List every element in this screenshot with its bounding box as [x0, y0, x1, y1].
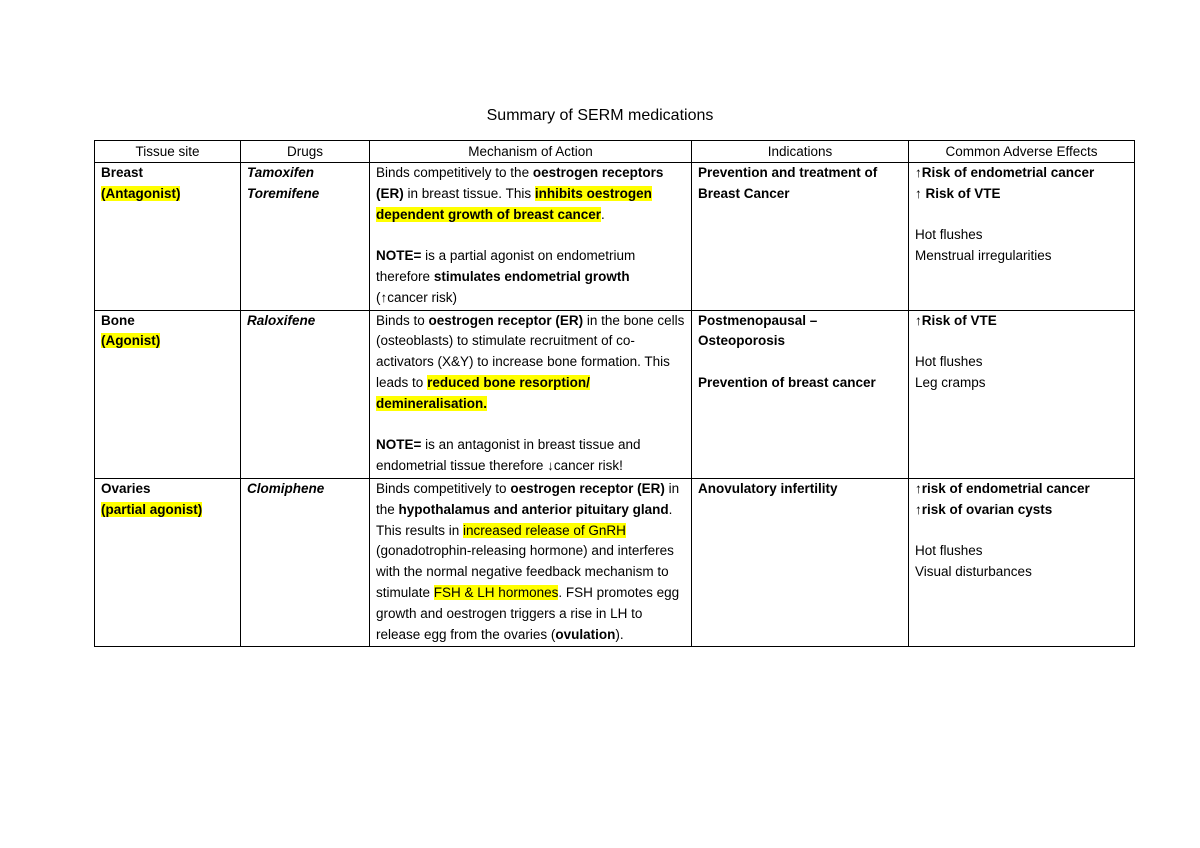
column-header-tissue-site: Tissue site: [95, 141, 241, 163]
adverse-effect-item: Hot flushes: [915, 227, 983, 243]
column-header-mechanism: Mechanism of Action: [370, 141, 692, 163]
adverse-effect-item: Leg cramps: [915, 374, 986, 390]
indication-item: Postmenopausal – Osteoporosis: [698, 312, 818, 349]
table-header-row: [95, 141, 1135, 163]
adverse-effect-item: ↑ Risk of VTE: [915, 185, 1001, 201]
tissue-site-name: Bone: [101, 312, 135, 328]
table-row-ovaries: [95, 478, 1135, 646]
drug-name: Toremifene: [247, 185, 320, 201]
serm-summary-table: [94, 140, 1135, 647]
mechanism-note: NOTE= is a partial agonist on endometrium therefore stimulates endometrial growth (↑cancer risk): [376, 248, 636, 305]
drugs-cell: [241, 310, 370, 478]
tissue-role-badge: (partial agonist): [101, 501, 203, 517]
adverse-effect-item: ↑risk of endometrial cancer: [915, 480, 1090, 496]
indication-item: Prevention of breast cancer: [698, 374, 876, 390]
column-header-indications: Indications: [692, 141, 909, 163]
adverse-effect-item: Hot flushes: [915, 354, 983, 370]
adverse-effects-cell: [909, 163, 1135, 311]
tissue-site-name: Ovaries: [101, 480, 151, 496]
mechanism-paragraph: Binds to oestrogen receptor (ER) in the bone cells (osteoblasts) to stimulate recruitment of co-activators (X&Y) to increase bone formation. This leads to reduced bone resorption/ demineralisation.: [376, 312, 685, 411]
drugs-cell: [241, 478, 370, 646]
mechanism-note: NOTE= is an antagonist in breast tissue and endometrial tissue therefore ↓cancer risk!: [376, 437, 641, 474]
adverse-effects-cell: [909, 478, 1135, 646]
adverse-effect-item: ↑risk of ovarian cysts: [915, 501, 1053, 517]
mechanism-highlight: FSH & LH hormones: [433, 584, 559, 600]
adverse-effects-cell: [909, 310, 1135, 478]
tissue-site-cell: [95, 310, 241, 478]
mechanism-cell: [370, 163, 692, 311]
drug-name: Tamoxifen: [247, 165, 315, 180]
tissue-site-cell: [95, 478, 241, 646]
drug-name: Clomiphene: [247, 480, 325, 496]
adverse-effect-item: Hot flushes: [915, 543, 983, 559]
table-row-breast: [95, 163, 1135, 311]
tissue-role-badge: (Agonist): [101, 333, 161, 349]
mechanism-cell: [370, 310, 692, 478]
adverse-effect-item: ↑Risk of VTE: [915, 312, 997, 328]
tissue-site-cell: [95, 163, 241, 311]
indications-cell: [692, 478, 909, 646]
mechanism-paragraph: Binds competitively to oestrogen receptor (ER) in the hypothalamus and anterior pituitary gland. This results in increased release of GnRH (gonadotrophin-releasing hormone) and interferes with the normal negative feedback mechanism to stimulate FSH & LH hormones. FSH promotes egg growth and oestrogen triggers a rise in LH to release egg from the ovaries (ovulation).: [376, 480, 680, 642]
mechanism-paragraph: Binds competitively to the oestrogen receptors (ER) in breast tissue. This inhibits oestrogen dependent growth of breast cancer.: [376, 165, 664, 222]
column-header-adverse-effects: Common Adverse Effects: [909, 141, 1135, 163]
adverse-effect-item: Menstrual irregularities: [915, 248, 1052, 264]
table-row-bone: [95, 310, 1135, 478]
indications-cell: [692, 163, 909, 311]
mechanism-highlight: increased release of GnRH: [463, 522, 626, 538]
mechanism-highlight: inhibits oestrogen dependent growth of breast cancer: [376, 185, 652, 222]
drug-name: Raloxifene: [247, 312, 316, 328]
document-title: Summary of SERM medications: [486, 107, 714, 124]
adverse-effect-item: ↑Risk of endometrial cancer: [915, 165, 1095, 180]
drugs-cell: [241, 163, 370, 311]
indication-item: Prevention and treatment of Breast Cancer: [698, 165, 878, 201]
tissue-site-name: Breast: [101, 165, 144, 180]
tissue-role-badge: (Antagonist): [101, 185, 181, 201]
column-header-drugs: Drugs: [241, 141, 370, 163]
adverse-effect-item: Visual disturbances: [915, 564, 1032, 580]
mechanism-highlight: reduced bone resorption/ demineralisation.: [376, 374, 590, 411]
indications-cell: [692, 310, 909, 478]
mechanism-cell: [370, 478, 692, 646]
indication-item: Anovulatory infertility: [698, 480, 838, 496]
